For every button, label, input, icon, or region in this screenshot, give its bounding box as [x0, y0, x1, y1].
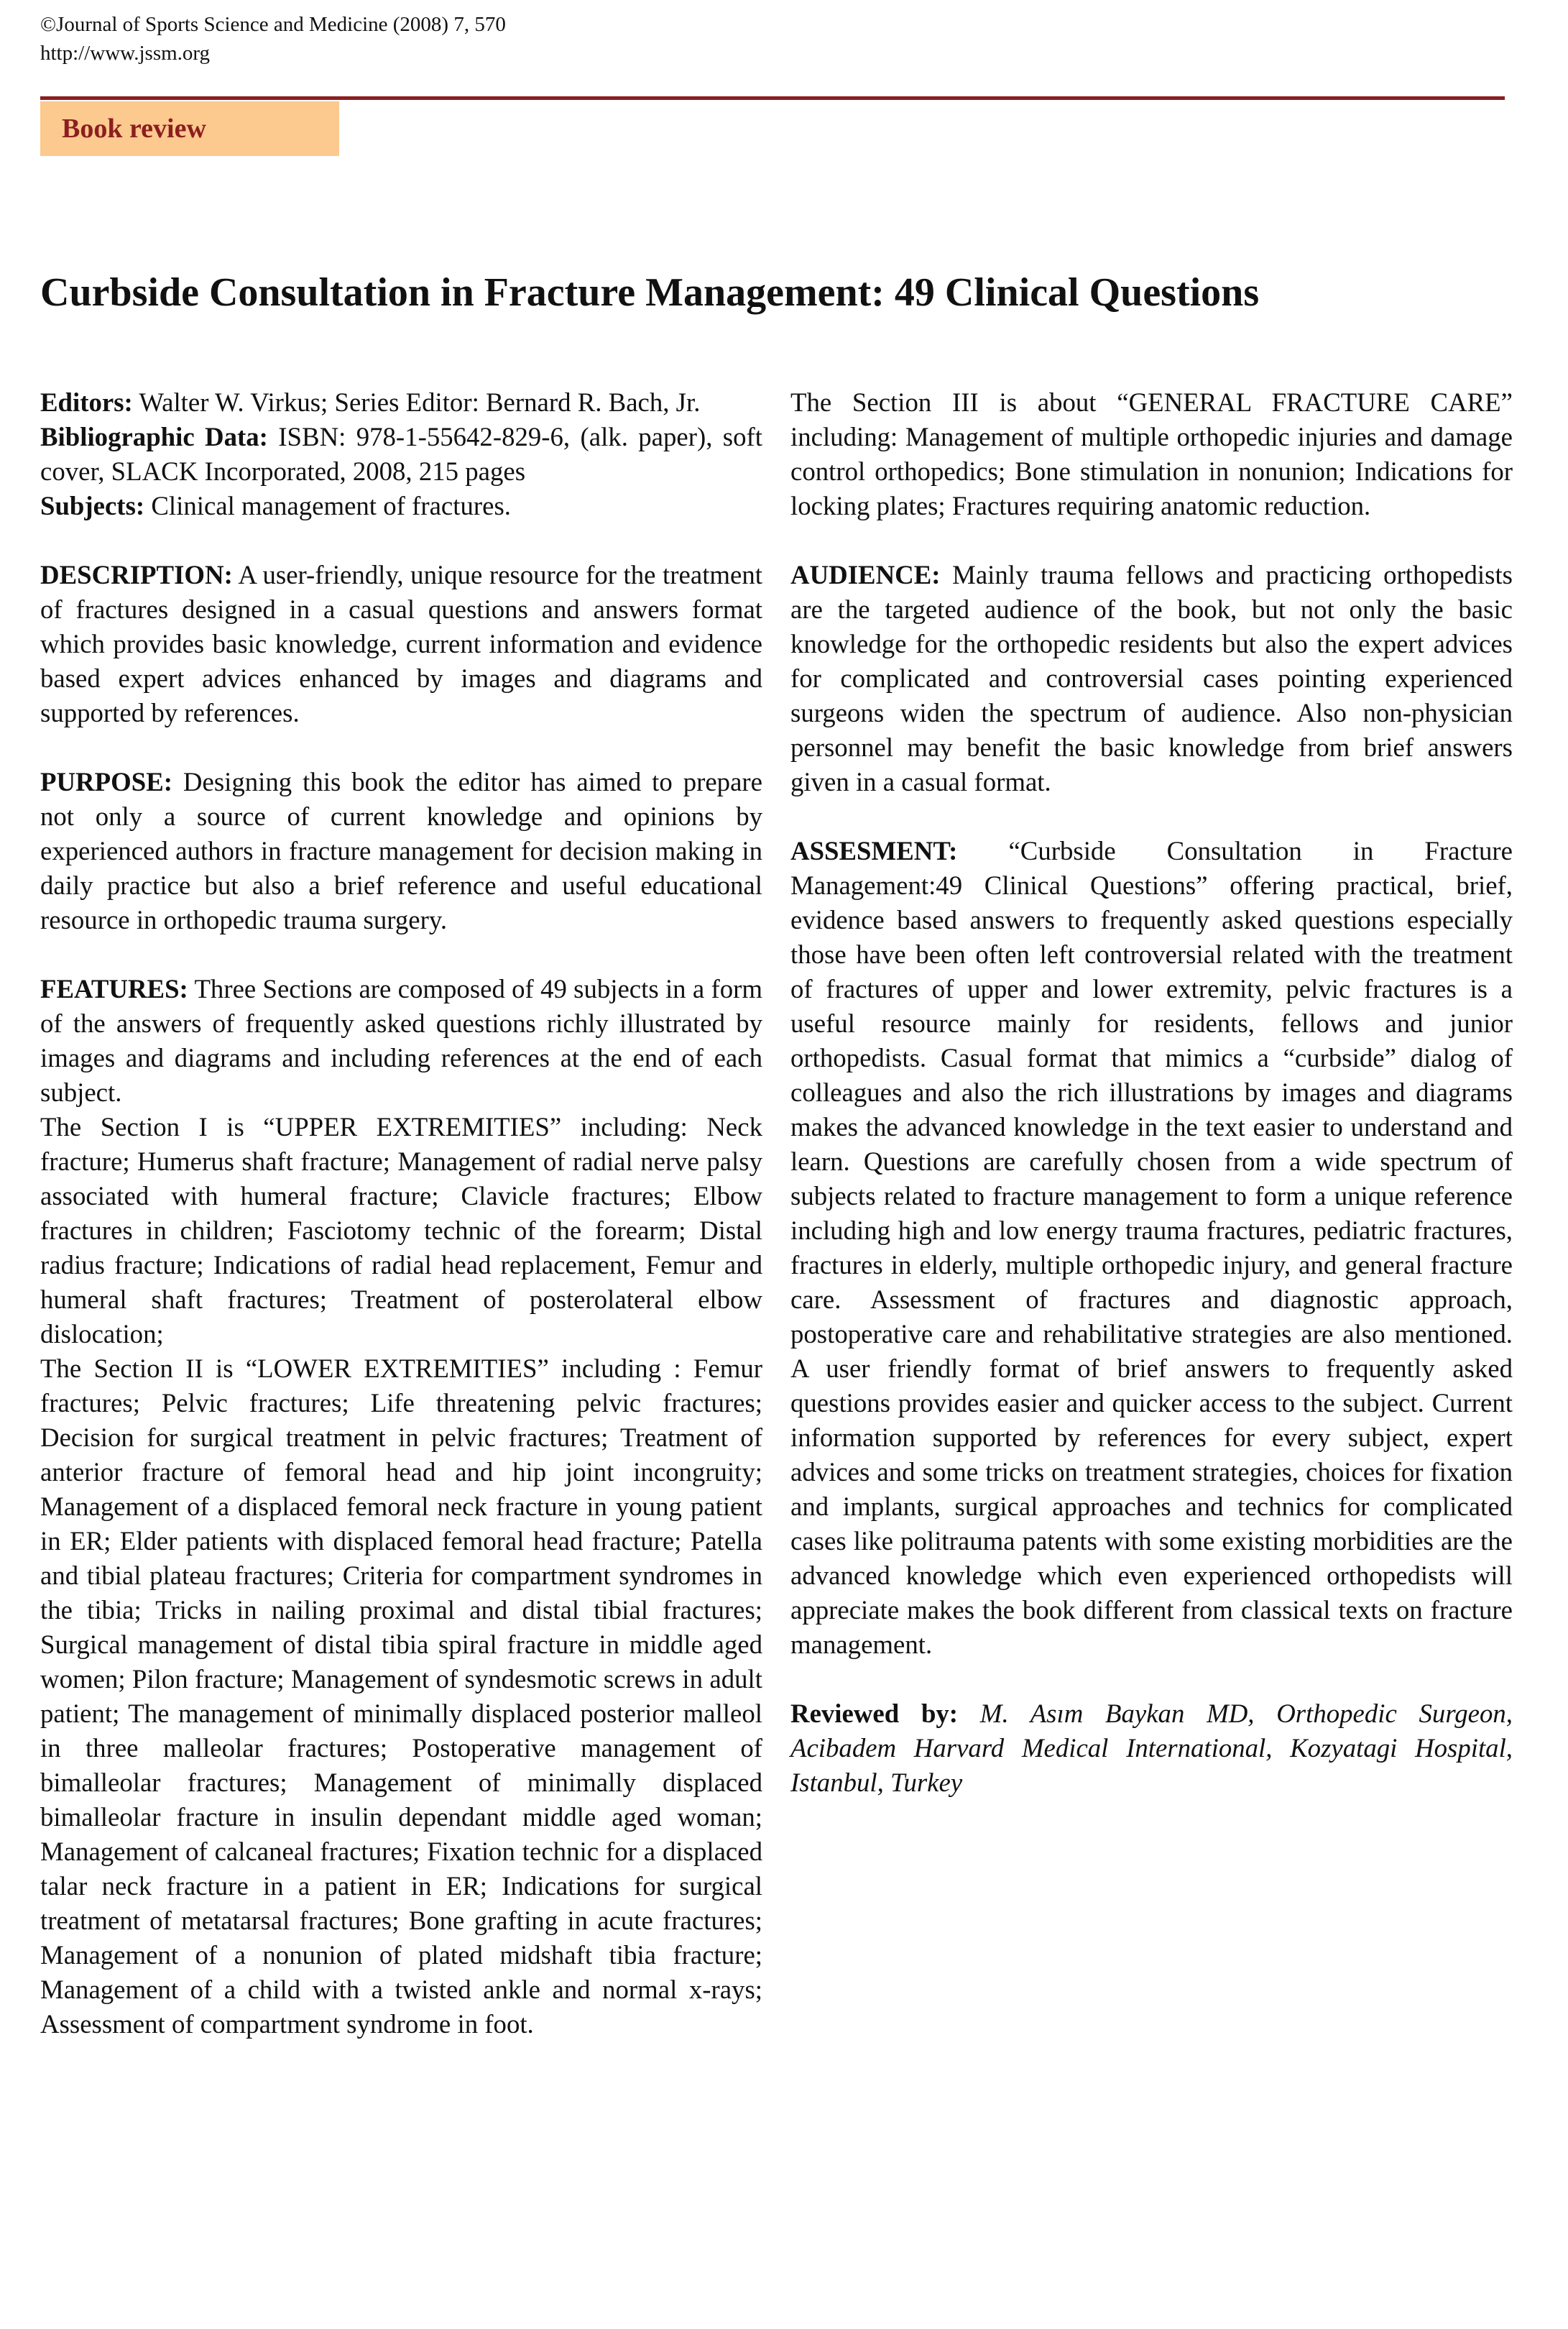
subjects-line: [40, 489, 762, 523]
journal-citation: ©Journal of Sports Science and Medicine (2008) 7, 570: [40, 13, 506, 36]
reviewer-label: Reviewed by:: [790, 1699, 959, 1728]
purpose-text: Designing this book the editor has aimed to prepare not only a source of current knowledge and opinions by experienced authors in fracture management for decision making in daily practice but also a brief reference and useful educational resource in orthopedic trauma surgery.: [40, 767, 762, 934]
editors-text: Walter W. Virkus; Series Editor: Bernard R. Bach, Jr.: [132, 387, 701, 417]
section1-paragraph: The Section I is “UPPER EXTREMITIES” including: Neck fracture; Humerus shaft fracture; Management of radial nerve palsy associated with humeral fracture; Clavicle fractures; Elbow fractures in children; Fasciotomy technic of the forearm; Distal radius fracture; Indications of radial head replacement, Femur and humeral shaft fractures; Treatment of posterolateral elbow dislocation;: [40, 1112, 762, 1349]
left-column: [40, 385, 762, 2041]
editors-line: [40, 385, 762, 420]
editors-label: Editors:: [40, 387, 133, 417]
purpose-label: PURPOSE:: [40, 767, 172, 796]
description-text: A user-friendly, unique resource for the treatment of fractures designed in a casual questions and answers format which provides basic knowledge, current information and evidence based expert advices enhanced by images and diagrams and supported by references.: [40, 560, 762, 727]
features-text: Three Sections are composed of 49 subjects in a form of the answers of frequently asked questions richly illustrated by images and diagrams and including references at the end of each subject.: [40, 974, 762, 1107]
section2-paragraph: The Section II is “LOWER EXTREMITIES” including : Femur fractures; Pelvic fractures; Life threatening pelvic fractures; Decision for surgical treatment in pelvic fractures; Treatment of anterior fracture of femoral head and hip joint incongruity; Management of a displaced femoral neck fracture in young patient in ER; Elder patients with displaced femoral head fracture; Patella and tibial plateau fractures; Criteria for compartment syndromes in the tibia; Tricks in nailing proximal and distal tibial fractures; Surgical management of distal tibia spiral fracture in middle aged women; Pilon fracture; Management of syndesmotic screws in adult patient; The management of minimally displaced posterior malleol in three malleolar fractures; Postoperative management of bimalleolar fractures; Management of minimally displaced bimalleolar fracture in insulin dependant middle aged woman; Management of calcaneal fractures; Fixation technic for a displaced talar neck fracture in a patient in ER; Indications for surgical treatment of metatarsal fractures; Bone grafting in acute fractures; Management of a nonunion of plated midshaft tibia fracture; Management of a child with a twisted ankle and normal x-rays; Assessment of compartment syndrome in foot.: [40, 1354, 762, 2039]
audience-text: Mainly trauma fellows and practicing orthopedists are the targeted audience of the book, but not only the basic knowledge for the orthopedic residents but also the expert advices for complicated and controversial cases pointing experienced surgeons widen the spectrum of audience. Also non-physician personnel may benefit the basic knowledge from brief answers given in a casual format.: [790, 560, 1513, 796]
features-label: FEATURES:: [40, 974, 188, 1003]
audience-paragraph: [790, 558, 1513, 799]
assessment-text: “Curbside Consultation in Fracture Management:49 Clinical Questions” offering practical, brief, evidence based answers to frequently asked questions especially those have been often left controversial related with the treatment of fractures of upper and lower extremity, pelvic fractures is a useful resource mainly for residents, fellows and junior orthopedists. Casual format that mimics a “curbside” dialog of colleagues and also the rich illustrations by images and diagrams makes the advanced knowledge in the text easier to understand and learn. Questions are carefully chosen from a wide spectrum of subjects related to fracture management to form a unique reference including high and low energy trauma fractures, pediatric fractures, fractures in elderly, multiple orthopedic injury, and general fracture care. Assessment of fractures and diagnostic approach, postoperative care and rehabilitative strategies are also mentioned. A user friendly format of brief answers to frequently asked questions provides easier and quicker access to the subject. Current information supported by references for every subject, expert advices and some tricks on treatment strategies, choices for fixation and implants, surgical approaches and technics for complicated cases like politrauma patents with some existing morbidities are the advanced knowledge which even experienced orthopedists will appreciate makes the book different from classical texts on fracture management.: [790, 836, 1513, 1659]
purpose-paragraph: [40, 765, 762, 937]
right-column: [790, 385, 1513, 1834]
bibliographic-label: Bibliographic Data:: [40, 422, 268, 451]
subjects-text: Clinical management of fractures.: [144, 491, 511, 520]
reviewer-paragraph: [790, 1696, 1513, 1800]
header-divider: [40, 96, 1505, 100]
article-title: Curbside Consultation in Fracture Management: 49 Clinical Questions: [40, 270, 1260, 315]
bibliographic-line: [40, 420, 762, 489]
bibliographic-text: ISBN: 978-1-55642-829-6, (alk. paper), soft cover, SLACK Incorporated, 2008, 215 pages: [40, 422, 762, 486]
section3-paragraph: The Section III is about “GENERAL FRACTURE CARE” including: Management of multiple orthopedic injuries and damage control orthopedics; Bone stimulation in nonunion; Indications for locking plates; Fractures requiring anatomic reduction.: [790, 387, 1513, 520]
description-paragraph: [40, 558, 762, 730]
assessment-paragraph: [790, 834, 1513, 1662]
audience-label: AUDIENCE:: [790, 560, 941, 589]
description-label: DESCRIPTION:: [40, 560, 233, 589]
subjects-label: Subjects:: [40, 491, 145, 520]
journal-header: [40, 10, 506, 68]
assessment-label: ASSESMENT:: [790, 836, 958, 865]
features-paragraph: [40, 972, 762, 1110]
section-label: Book review: [40, 101, 339, 156]
reviewer-text: M. Asım Baykan MD, Orthopedic Surgeon, Acibadem Harvard Medical International, Kozyatagi Hospital, Istanbul, Turkey: [790, 1699, 1513, 1797]
journal-url[interactable]: http://www.jssm.org: [40, 42, 211, 65]
